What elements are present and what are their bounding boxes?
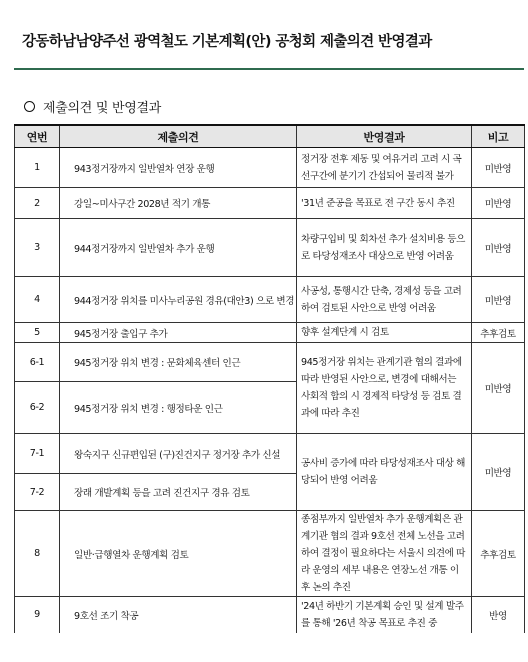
row-note: 미반영 <box>472 343 525 434</box>
row-result: 사공성, 통행시간 단축, 경제성 등을 고려하여 검토된 사안으로 반영 어려움 <box>297 277 472 323</box>
row-opinion: 945정거장 위치 변경 : 행정타운 인근 <box>60 382 297 434</box>
row-opinion: 강일~미사구간 2028년 적기 개통 <box>60 188 297 219</box>
row-opinion: 일반·급행열차 운행계획 검토 <box>60 511 297 597</box>
row-no: 7-1 <box>15 434 60 474</box>
header-no: 연번 <box>15 125 60 148</box>
table-row <box>15 219 525 277</box>
row-no: 4 <box>15 277 60 323</box>
row-opinion: 945정거장 출입구 추가 <box>60 323 297 343</box>
table-header-row <box>15 125 525 148</box>
section-heading-label: 제출의견 및 반영결과 <box>43 101 161 116</box>
row-note: 미반영 <box>472 219 525 277</box>
row-note: 미반영 <box>472 148 525 188</box>
row-opinion: 945정거장 위치 변경 : 문화체육센터 인근 <box>60 343 297 382</box>
row-result: 945정거장 위치는 관계기관 협의 결과에 따라 반영된 사안으로, 변경에 대해서는 사회적 합의 시 경제적 타당성 등 검토 결과에 따라 추진 <box>297 343 472 434</box>
row-result: '24년 하반기 기본계획 승인 및 설계 발주를 통해 '26년 착공 목표로 추진 중 <box>297 597 472 633</box>
row-opinion: 장래 개발계획 등을 고려 진건지구 경유 검토 <box>60 474 297 511</box>
table-row <box>15 597 525 633</box>
row-opinion: 왕숙지구 신규편입된 (구)진건지구 정거장 추가 신설 <box>60 434 297 474</box>
row-result: 종점부까지 일반열차 추가 운행계획은 관계기관 협의 결과 9호선 전체 노선을 고려하여 결정이 필요하다는 서울시 의견에 따라 운영의 세부 내용은 연장노선 개통 이후 논의 추진 <box>297 511 472 597</box>
row-note: 반영 <box>472 597 525 633</box>
header-opinion: 제출의견 <box>60 125 297 148</box>
row-no: 9 <box>15 597 60 633</box>
row-opinion: 944정거장까지 일반열차 추가 운행 <box>60 219 297 277</box>
table-row <box>15 511 525 597</box>
title-divider <box>14 68 524 70</box>
table-row <box>15 323 525 343</box>
opinion-result-table <box>14 124 525 633</box>
row-no: 6-1 <box>15 343 60 382</box>
table-row <box>15 148 525 188</box>
row-result: '31년 준공을 목표로 전 구간 동시 추진 <box>297 188 472 219</box>
row-no: 7-2 <box>15 474 60 511</box>
section-heading <box>24 97 161 116</box>
row-opinion: 944정거장 위치를 미사누리공원 경유(대안3) 으로 변경 <box>60 277 297 323</box>
row-result: 차량구입비 및 회차선 추가 설치비용 등으로 타당성재조사 대상으로 반영 어려움 <box>297 219 472 277</box>
row-result: 정거장 전후 제동 및 여유거리 고려 시 곡선구간에 분기기 간섭되어 물리적 불가 <box>297 148 472 188</box>
header-note: 비고 <box>472 125 525 148</box>
page-title: 강동하남남양주선 광역철도 기본계획(안) 공청회 제출의견 반영결과 <box>22 34 432 50</box>
circle-bullet-icon <box>24 101 35 112</box>
row-note: 미반영 <box>472 277 525 323</box>
table-row <box>15 277 525 323</box>
row-opinion: 943정거장까지 일반열차 연장 운행 <box>60 148 297 188</box>
row-note: 추후검토 <box>472 323 525 343</box>
row-result: 공사비 증가에 따라 타당성재조사 대상 해당되어 반영 어려움 <box>297 434 472 511</box>
table-row <box>15 434 525 474</box>
table-row <box>15 343 525 382</box>
row-no: 1 <box>15 148 60 188</box>
row-no: 2 <box>15 188 60 219</box>
row-note: 추후검토 <box>472 511 525 597</box>
row-note: 미반영 <box>472 188 525 219</box>
row-result: 향후 설계단계 시 검토 <box>297 323 472 343</box>
row-opinion: 9호선 조기 착공 <box>60 597 297 633</box>
row-note: 미반영 <box>472 434 525 511</box>
row-no: 8 <box>15 511 60 597</box>
header-result: 반영결과 <box>297 125 472 148</box>
row-no: 5 <box>15 323 60 343</box>
row-no: 6-2 <box>15 382 60 434</box>
row-no: 3 <box>15 219 60 277</box>
table-row <box>15 188 525 219</box>
